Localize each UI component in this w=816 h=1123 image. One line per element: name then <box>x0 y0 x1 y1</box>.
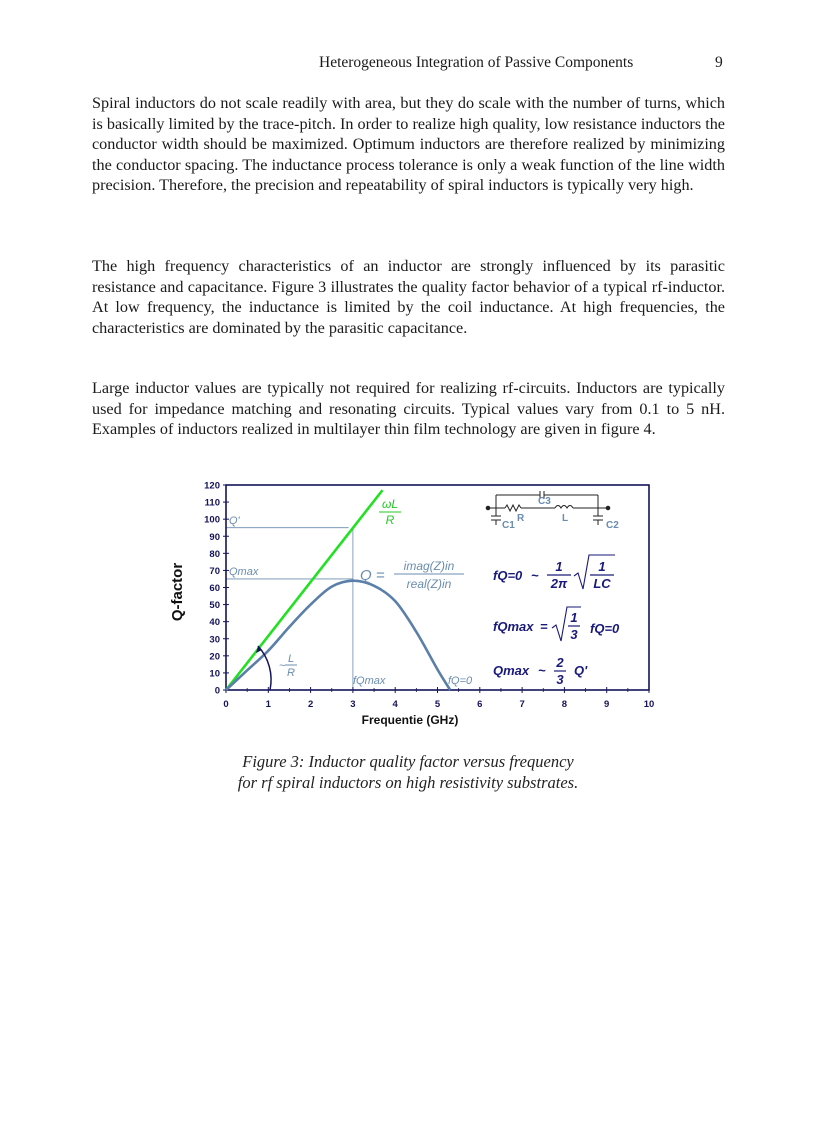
slope-denominator: R <box>287 667 295 679</box>
x-tick-label: 8 <box>561 699 568 710</box>
y-tick-label: 100 <box>204 514 220 526</box>
caption-line-2: for rf spiral inductors on high resistivity substrates. <box>237 772 579 792</box>
slope-prefix: ~ <box>279 660 286 672</box>
eq1-numerator: 1 <box>555 559 563 574</box>
x-tick-label: 7 <box>519 699 525 710</box>
x-tick-label: 1 <box>265 699 271 710</box>
x-tick-label: 6 <box>477 699 483 710</box>
eq3-denominator: 3 <box>556 672 564 687</box>
body-paragraph: The high frequency characteristics of an inductor are strongly influenced by its parasitic resistance and capacitance. Figure 3 illustrates the quality factor behavior of a typical rf-inductor. At low frequency, the inductance is limited by the coil inductance. At high frequencies, the characteristics are dominated by the parasitic capacitance. <box>92 257 725 337</box>
y-tick-label: 0 <box>214 685 220 697</box>
x-tick-label: 2 <box>307 699 314 710</box>
f-q0-label: fQ=0 <box>448 675 473 687</box>
eq2-root-numerator: 1 <box>570 610 578 625</box>
f-qmax-label: fQmax <box>353 675 386 687</box>
eq3-approx: ~ <box>538 663 546 678</box>
series-line-q-factor <box>226 581 450 690</box>
y-tick-label: 60 <box>209 583 220 594</box>
y-tick-label: 110 <box>204 497 220 509</box>
q-equation-lhs: Q = <box>360 567 385 584</box>
eq1-root-denominator: LC <box>593 576 611 591</box>
figure-q-factor <box>160 478 660 730</box>
wl-denominator: R <box>385 513 395 527</box>
body-paragraph: Spiral inductors do not scale readily with area, but they do scale with the number of turns, which is basically limited by the trace-pitch. In order to realize high quality, low resistance inductors the conductor width should be maximized. Optimum inductors are therefore realized by minimizing the conductor spacing. The inductance process tolerance is only a weak function of the line width precision. Therefore, the precision and repeatability of spiral inductors is typically very high. <box>92 94 725 195</box>
eq3-rhs: Q' <box>574 663 588 678</box>
q-equation-numerator: imag(Z)in <box>403 559 455 573</box>
eq2-rhs: fQ=0 <box>590 621 620 636</box>
series-line-wl-over-r <box>226 490 383 690</box>
x-tick-label: 4 <box>392 699 398 710</box>
body-paragraph: Large inductor values are typically not required for realizing rf-circuits. Inductors are typically used for impedance matching and resonating circuits. Typical values vary from 0.1 to 5 nH. Examples of inductors realized in multilayer thin film technology are given in figure 4. <box>92 379 725 439</box>
x-tick-label: 0 <box>223 699 229 710</box>
y-tick-label: 80 <box>209 548 220 560</box>
x-tick-label: 3 <box>350 699 356 710</box>
eq1-denominator: 2π <box>550 576 568 591</box>
y-tick-label: 90 <box>209 531 220 543</box>
q-factor-chart <box>160 478 660 730</box>
circuit-l-label: L <box>562 513 569 524</box>
page-number: 9 <box>715 54 723 71</box>
eq3-numerator: 2 <box>556 655 564 670</box>
y-tick-label: 20 <box>209 651 220 663</box>
slope-numerator: L <box>287 653 295 665</box>
x-axis-label: Frequentie (GHz) <box>361 713 459 727</box>
eq3-lhs: Qmax <box>493 663 530 678</box>
slope-arc <box>258 646 271 690</box>
figure-caption <box>0 752 816 793</box>
circuit-c1-label: C1 <box>502 520 515 531</box>
x-tick-label: 5 <box>434 699 441 710</box>
eq2-root-denominator: 3 <box>570 627 578 642</box>
q-max-label: Qmax <box>229 566 259 578</box>
x-tick-label: 10 <box>643 699 655 710</box>
eq1-lhs: fQ=0 <box>493 568 523 583</box>
y-tick-label: 50 <box>209 600 220 612</box>
q-prime-label: Q' <box>229 515 240 527</box>
q-equation-denominator: real(Z)in <box>406 577 452 591</box>
circuit-c3-label: C3 <box>538 496 551 507</box>
circuit-c2-label: C2 <box>606 520 619 531</box>
y-tick-label: 120 <box>204 480 220 492</box>
eq2-equals: = <box>540 619 548 634</box>
wl-numerator: ωL <box>381 497 399 511</box>
y-tick-label: 30 <box>209 634 220 646</box>
eq2-lhs: fQmax <box>493 619 534 634</box>
y-axis-label: Q-factor <box>169 562 186 622</box>
y-tick-label: 10 <box>209 668 220 680</box>
circuit-r-label: R <box>517 513 525 524</box>
y-tick-label: 40 <box>209 617 220 629</box>
eq1-root-numerator: 1 <box>598 559 606 574</box>
running-title: Heterogeneous Integration of Passive Components <box>319 54 634 71</box>
caption-line-1: Figure 3: Inductor quality factor versus frequency <box>242 752 574 771</box>
x-tick-label: 9 <box>604 699 610 710</box>
eq1-approx: ~ <box>531 568 539 583</box>
y-tick-label: 70 <box>209 565 220 577</box>
